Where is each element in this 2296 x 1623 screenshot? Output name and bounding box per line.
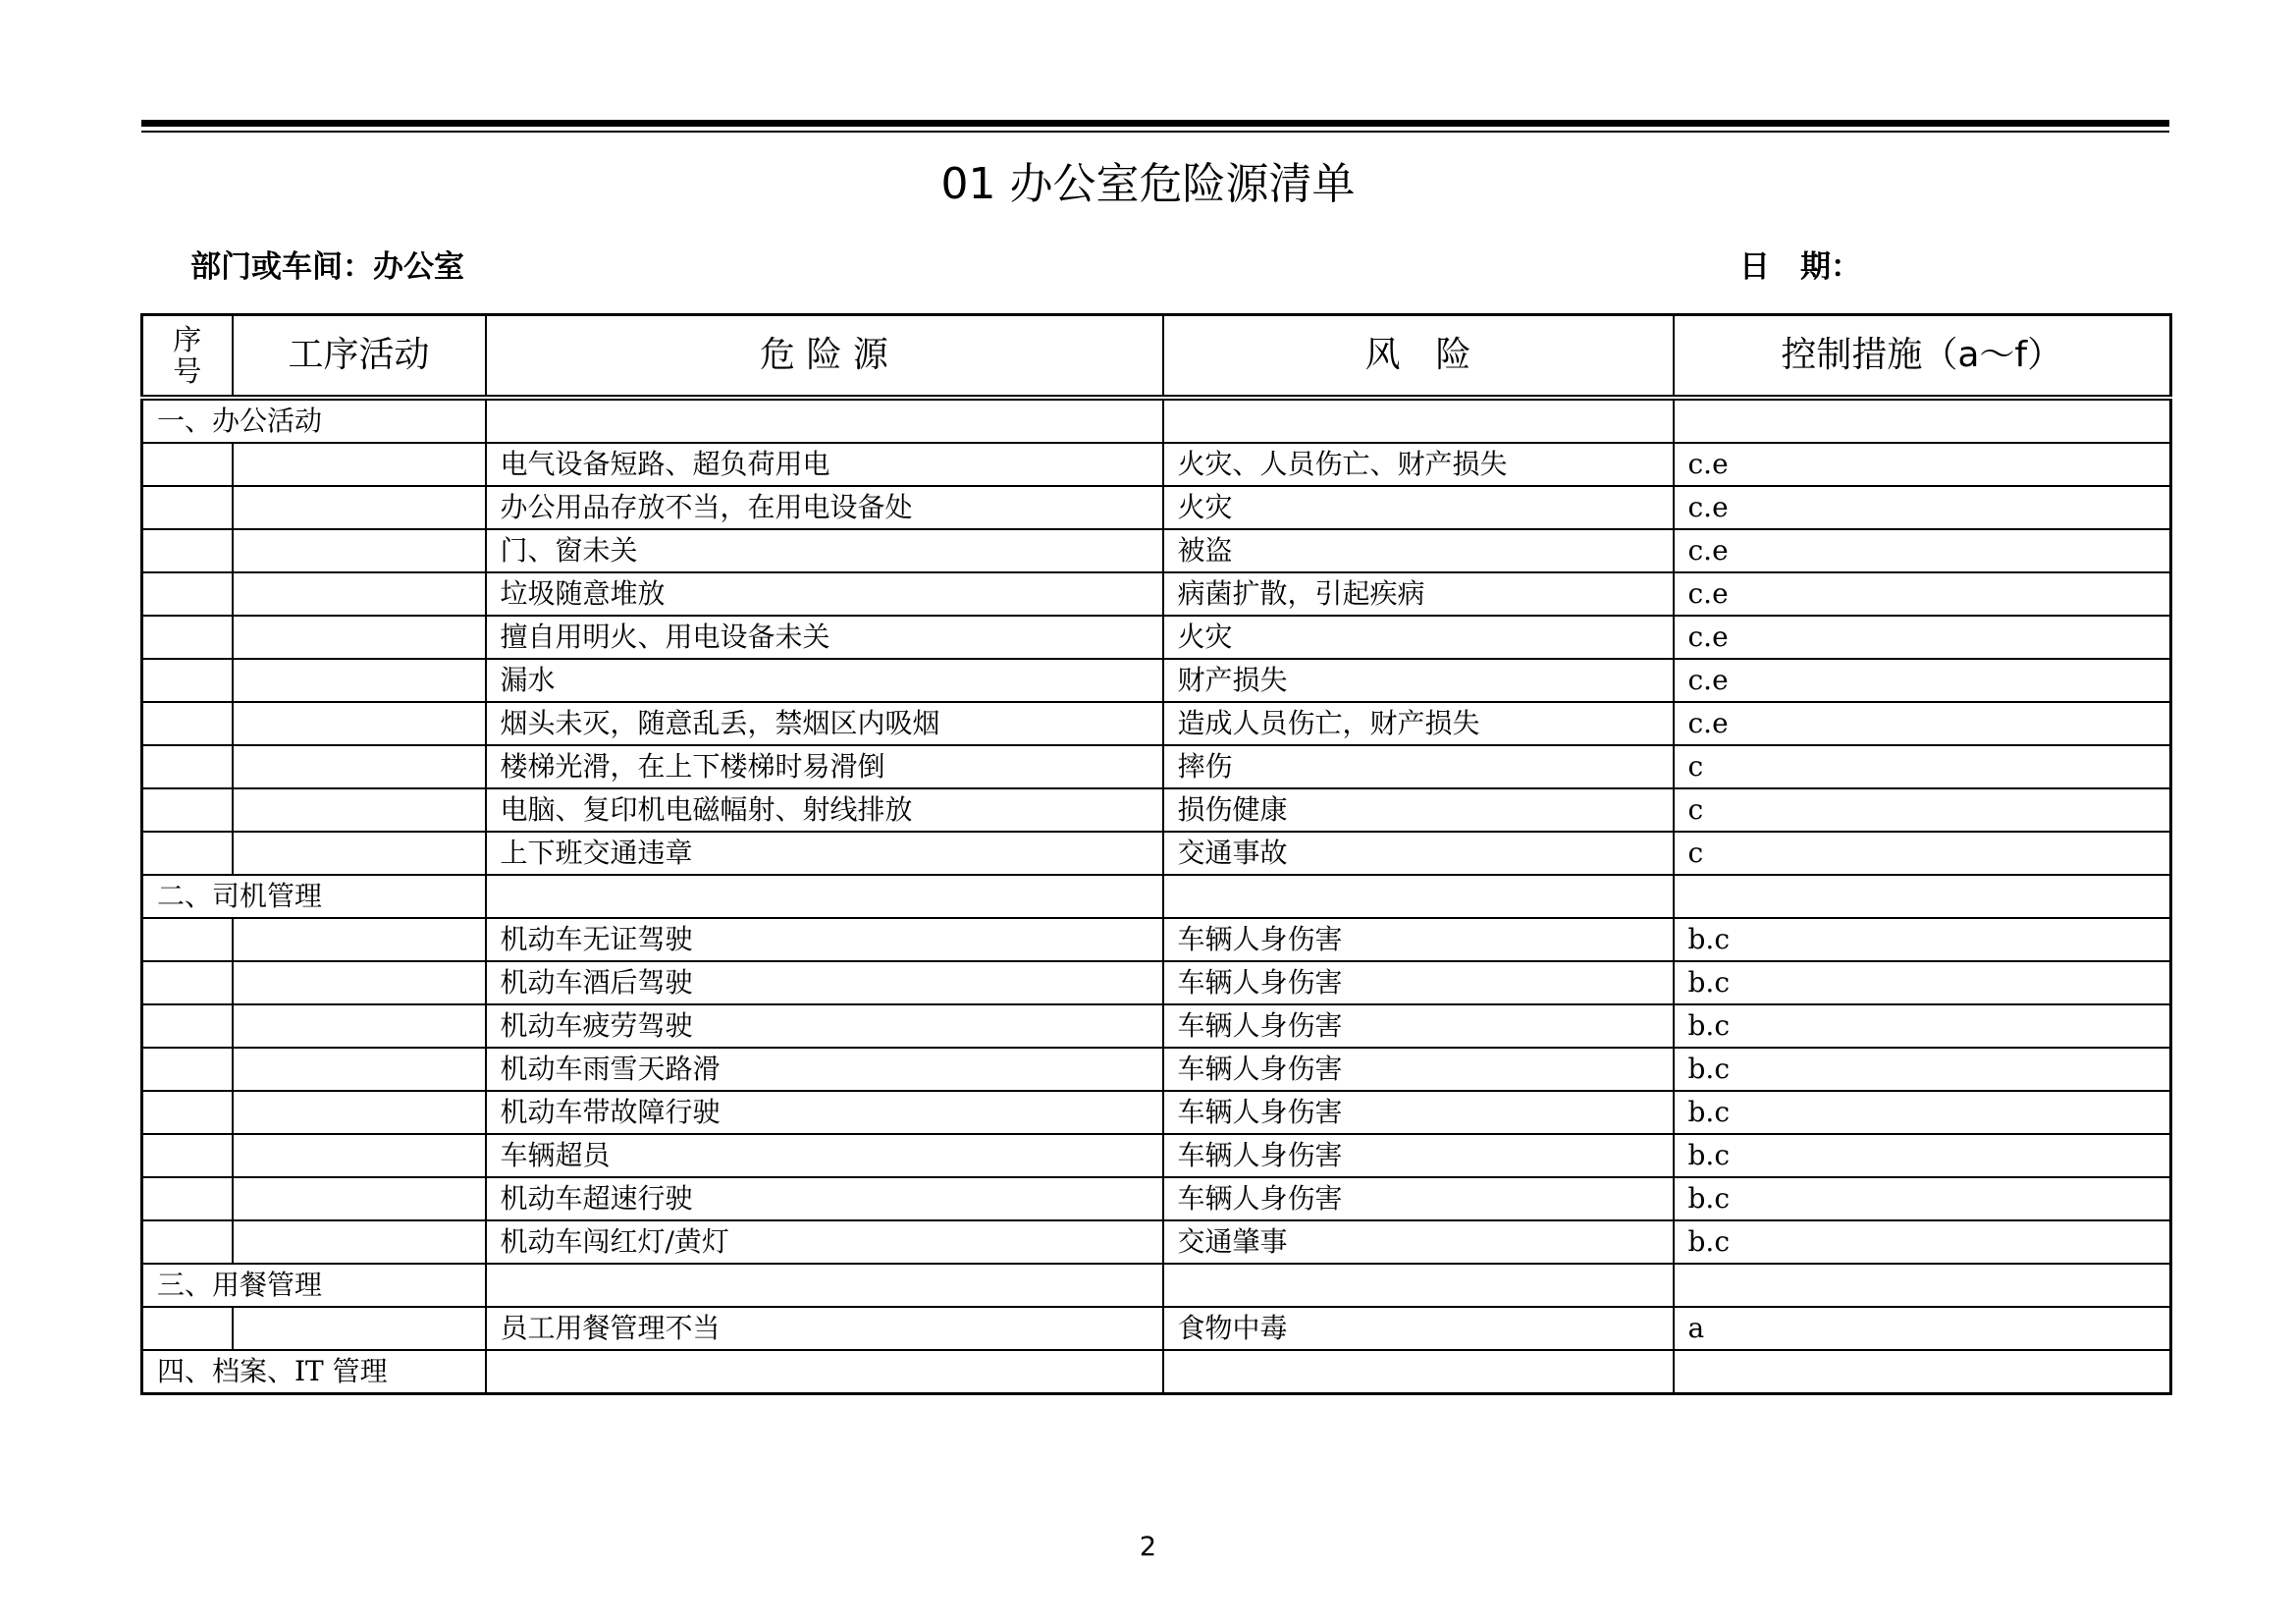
- seq-cell: [142, 616, 233, 659]
- hazard-cell: 门、窗未关: [486, 529, 1163, 572]
- control-cell: c.e: [1674, 529, 2171, 572]
- hazard-table-body: [142, 398, 2171, 1394]
- hazard-cell: 上下班交通违章: [486, 832, 1163, 875]
- hazard-table: [140, 313, 2172, 1395]
- control-cell: c.e: [1674, 659, 2171, 702]
- table-row: [142, 832, 2171, 875]
- seq-cell: [142, 443, 233, 486]
- hazard-cell: 机动车酒后驾驶: [486, 961, 1163, 1004]
- activity-cell: [233, 1220, 486, 1264]
- hazard-cell: 员工用餐管理不当: [486, 1307, 1163, 1350]
- table-row: [142, 1220, 2171, 1264]
- table-row: [142, 961, 2171, 1004]
- seq-cell: [142, 961, 233, 1004]
- activity-cell: [233, 1091, 486, 1134]
- table-row: [142, 1091, 2171, 1134]
- activity-cell: [233, 1134, 486, 1177]
- control-cell: b.c: [1674, 1134, 2171, 1177]
- activity-cell: [233, 572, 486, 616]
- hazard-cell: 机动车无证驾驶: [486, 918, 1163, 961]
- seq-cell: [142, 832, 233, 875]
- table-row: [142, 1004, 2171, 1048]
- hazard-cell: 垃圾随意堆放: [486, 572, 1163, 616]
- activity-cell: [233, 529, 486, 572]
- risk-cell: 交通事故: [1163, 832, 1674, 875]
- section-hazard-cell: [486, 1264, 1163, 1307]
- activity-cell: [233, 918, 486, 961]
- section-risk-cell: [1163, 875, 1674, 918]
- risk-cell: 车辆人身伤害: [1163, 1177, 1674, 1220]
- hazard-cell: 机动车疲劳驾驶: [486, 1004, 1163, 1048]
- header-control: 控制措施（a～f）: [1674, 315, 2171, 399]
- seq-cell: [142, 788, 233, 832]
- control-cell: c.e: [1674, 572, 2171, 616]
- activity-cell: [233, 961, 486, 1004]
- table-row: [142, 616, 2171, 659]
- section-control-cell: [1674, 398, 2171, 443]
- table-row: [142, 1177, 2171, 1220]
- activity-cell: [233, 659, 486, 702]
- hazard-cell: 漏水: [486, 659, 1163, 702]
- seq-cell: [142, 702, 233, 745]
- seq-cell: [142, 572, 233, 616]
- section-title: 一、办公活动: [142, 398, 486, 443]
- control-cell: c.e: [1674, 616, 2171, 659]
- control-cell: b.c: [1674, 1048, 2171, 1091]
- risk-cell: 火灾: [1163, 486, 1674, 529]
- section-control-cell: [1674, 1350, 2171, 1394]
- hazard-cell: 机动车带故障行驶: [486, 1091, 1163, 1134]
- hazard-cell: 办公用品存放不当，在用电设备处: [486, 486, 1163, 529]
- seq-cell: [142, 745, 233, 788]
- activity-cell: [233, 1307, 486, 1350]
- control-cell: b.c: [1674, 1091, 2171, 1134]
- activity-cell: [233, 788, 486, 832]
- control-cell: b.c: [1674, 1177, 2171, 1220]
- table-row: [142, 1307, 2171, 1350]
- hazard-cell: 烟头未灭，随意乱丢，禁烟区内吸烟: [486, 702, 1163, 745]
- activity-cell: [233, 745, 486, 788]
- risk-cell: 车辆人身伤害: [1163, 1091, 1674, 1134]
- hazard-table-header: [142, 315, 2171, 399]
- header-activity: 工序活动: [233, 315, 486, 399]
- header-rule-thin: [141, 131, 2169, 133]
- header-seq-top: 序: [173, 323, 202, 356]
- table-row: [142, 745, 2171, 788]
- control-cell: b.c: [1674, 961, 2171, 1004]
- risk-cell: 火灾、人员伤亡、财产损失: [1163, 443, 1674, 486]
- hazard-cell: 机动车雨雪天路滑: [486, 1048, 1163, 1091]
- seq-cell: [142, 529, 233, 572]
- header-hazard: 危 险 源: [486, 315, 1163, 399]
- hazard-cell: 机动车超速行驶: [486, 1177, 1163, 1220]
- date-label: 日 期：: [1739, 249, 1861, 285]
- section-title: 二、司机管理: [142, 875, 486, 918]
- control-cell: c.e: [1674, 486, 2171, 529]
- page-title: 01 办公室危险源清单: [940, 159, 1356, 209]
- section-row: [142, 875, 2171, 918]
- seq-cell: [142, 1307, 233, 1350]
- control-cell: c: [1674, 788, 2171, 832]
- section-risk-cell: [1163, 1350, 1674, 1394]
- activity-cell: [233, 702, 486, 745]
- risk-cell: 车辆人身伤害: [1163, 1048, 1674, 1091]
- seq-cell: [142, 1177, 233, 1220]
- table-row: [142, 486, 2171, 529]
- section-row: [142, 1350, 2171, 1394]
- table-row: [142, 1134, 2171, 1177]
- activity-cell: [233, 832, 486, 875]
- seq-cell: [142, 918, 233, 961]
- control-cell: c.e: [1674, 702, 2171, 745]
- seq-cell: [142, 1091, 233, 1134]
- header-seq-bottom: 号: [173, 354, 202, 388]
- section-hazard-cell: [486, 398, 1163, 443]
- section-title: 四、档案、IT 管理: [142, 1350, 486, 1394]
- seq-cell: [142, 1048, 233, 1091]
- risk-cell: 损伤健康: [1163, 788, 1674, 832]
- seq-cell: [142, 486, 233, 529]
- section-risk-cell: [1163, 398, 1674, 443]
- activity-cell: [233, 443, 486, 486]
- risk-cell: 交通肇事: [1163, 1220, 1674, 1264]
- table-row: [142, 918, 2171, 961]
- section-row: [142, 398, 2171, 443]
- section-title: 三、用餐管理: [142, 1264, 486, 1307]
- header-row: [142, 315, 2171, 399]
- table-row: [142, 702, 2171, 745]
- section-hazard-cell: [486, 875, 1163, 918]
- hazard-cell: 楼梯光滑，在上下楼梯时易滑倒: [486, 745, 1163, 788]
- risk-cell: 被盗: [1163, 529, 1674, 572]
- header-risk: 风 险: [1163, 315, 1674, 399]
- seq-cell: [142, 659, 233, 702]
- risk-cell: 车辆人身伤害: [1163, 1134, 1674, 1177]
- hazard-cell: 机动车闯红灯/黄灯: [486, 1220, 1163, 1264]
- activity-cell: [233, 486, 486, 529]
- control-cell: c: [1674, 745, 2171, 788]
- risk-cell: 财产损失: [1163, 659, 1674, 702]
- header-seq: [142, 315, 233, 399]
- control-cell: b.c: [1674, 1004, 2171, 1048]
- activity-cell: [233, 616, 486, 659]
- risk-cell: 摔伤: [1163, 745, 1674, 788]
- section-control-cell: [1674, 1264, 2171, 1307]
- activity-cell: [233, 1177, 486, 1220]
- seq-cell: [142, 1220, 233, 1264]
- table-row: [142, 443, 2171, 486]
- risk-cell: 食物中毒: [1163, 1307, 1674, 1350]
- control-cell: a: [1674, 1307, 2171, 1350]
- risk-cell: 火灾: [1163, 616, 1674, 659]
- section-control-cell: [1674, 875, 2171, 918]
- hazard-cell: 擅自用明火、用电设备未关: [486, 616, 1163, 659]
- header-rule-thick: [141, 120, 2169, 127]
- risk-cell: 车辆人身伤害: [1163, 918, 1674, 961]
- activity-cell: [233, 1004, 486, 1048]
- risk-cell: 病菌扩散，引起疾病: [1163, 572, 1674, 616]
- control-cell: b.c: [1674, 918, 2171, 961]
- hazard-cell: 电气设备短路、超负荷用电: [486, 443, 1163, 486]
- risk-cell: 造成人员伤亡，财产损失: [1163, 702, 1674, 745]
- section-risk-cell: [1163, 1264, 1674, 1307]
- table-row: [142, 572, 2171, 616]
- activity-cell: [233, 1048, 486, 1091]
- risk-cell: 车辆人身伤害: [1163, 961, 1674, 1004]
- hazard-cell: 车辆超员: [486, 1134, 1163, 1177]
- seq-cell: [142, 1134, 233, 1177]
- page-number: 2: [1139, 1532, 1157, 1562]
- control-cell: c.e: [1674, 443, 2171, 486]
- table-row: [142, 659, 2171, 702]
- control-cell: c: [1674, 832, 2171, 875]
- hazard-cell: 电脑、复印机电磁幅射、射线排放: [486, 788, 1163, 832]
- table-row: [142, 529, 2171, 572]
- department-label: 部门或车间：办公室: [190, 249, 464, 285]
- table-row: [142, 1048, 2171, 1091]
- section-hazard-cell: [486, 1350, 1163, 1394]
- section-row: [142, 1264, 2171, 1307]
- risk-cell: 车辆人身伤害: [1163, 1004, 1674, 1048]
- table-row: [142, 788, 2171, 832]
- control-cell: b.c: [1674, 1220, 2171, 1264]
- seq-cell: [142, 1004, 233, 1048]
